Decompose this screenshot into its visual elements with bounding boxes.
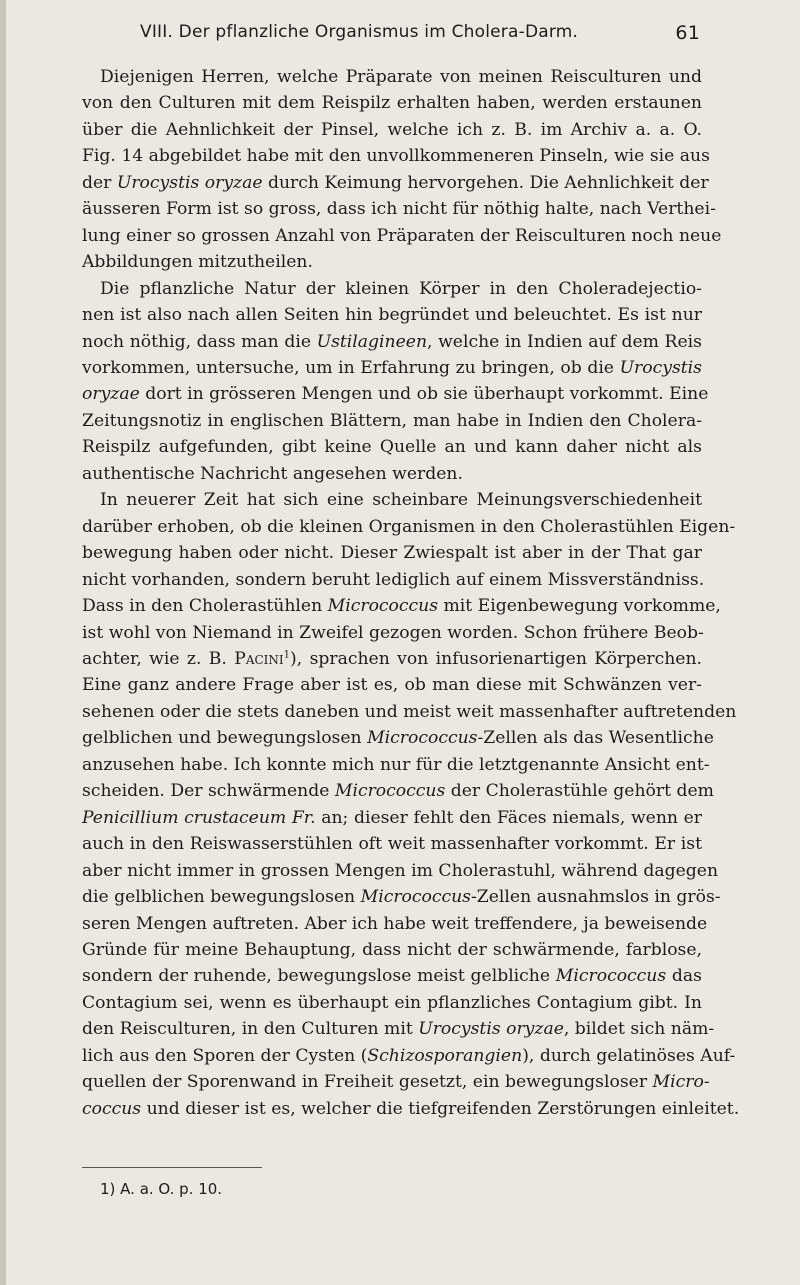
text-line: den Reisculturen, in den Culturen mit Urocystis oryzae, bildet sich näm- [82,1019,715,1040]
running-header [140,22,700,42]
text-line: quellen der Sporenwand in Freiheit gesetzt, ein bewegungsloser Micro- [82,1072,710,1093]
text-line: darüber erhoben, ob die kleinen Organismen in den Cholerastühlen Eigen- [82,516,736,537]
page-number: 61 [675,22,700,44]
text-line: authentische Nachricht angesehen werden. [82,463,463,484]
text-line: Fig. 14 abgebildet habe mit den unvollkommeneren Pinseln, wie sie aus [82,146,710,167]
text-line: Penicillium crustaceum Fr. an; dieser fehlt den Fäces niemals, wenn er [82,807,702,828]
text-line: Gründe für meine Behauptung, dass nicht der schwärmende, farblose, [82,939,702,960]
text-line: sehenen oder die stets daneben und meist weit massenhafter auftretenden [82,701,737,722]
text-line: Eine ganz andere Frage aber ist es, ob man diese mit Schwänzen ver- [82,675,702,696]
text-line: über die Aehnlichkeit der Pinsel, welche ich z. B. im Archiv a. a. O. [82,119,702,140]
text-line: nicht vorhanden, sondern beruht lediglich auf einem Missverständniss. [82,569,705,590]
text-line: lung einer so grossen Anzahl von Präparaten der Reisculturen noch neue [82,225,722,246]
text-line: anzusehen habe. Ich konnte mich nur für die letztgenannte Ansicht ent- [82,754,710,775]
text-line: auch in den Reiswasserstühlen oft weit massenhafter vorkommt. Er ist [82,834,702,855]
text-line: seren Mengen auftreten. Aber ich habe weit treffendere, ja beweisende [82,913,708,934]
page-edge-shadow [0,0,6,1285]
text-line: der Urocystis oryzae durch Keimung hervorgehen. Die Aehnlichkeit der [82,172,709,193]
text-line: Zeitungsnotiz in englischen Blättern, man habe in Indien den Cholera- [82,410,702,431]
text-line: Die pflanzliche Natur der kleinen Körper in den Choleradejectio- [100,278,702,299]
text-line: lich aus den Sporen der Cysten (Schizosporangien), durch gelatinöses Auf- [82,1045,736,1066]
text-line: Diejenigen Herren, welche Präparate von meinen Reisculturen und [100,67,702,87]
text-line: die gelblichen bewegungslosen Micrococcus-Zellen ausnahmslos in grös- [82,887,721,908]
running-title: VIII. Der pflanzliche Organismus im Cholera-Darm. [140,22,579,42]
text-line: ist wohl von Niemand in Zweifel gezogen worden. Schon frühere Beob- [82,622,704,643]
text-line: coccus und dieser ist es, welcher die tiefgreifenden Zerstörungen einleitet. [82,1098,740,1119]
text-line: In neuerer Zeit hat sich eine scheinbare Meinungsverschiedenheit [100,490,702,511]
text-line: noch nöthig, dass man die Ustilagineen, welche in Indien auf dem Reis [82,331,702,352]
text-line: nen ist also nach allen Seiten hin begründet und beleuchtet. Es ist nur [82,305,702,326]
text-line: Abbildungen mitzutheilen. [82,252,313,273]
body-text [82,64,740,1122]
text-line: vorkommen, untersuche, um in Erfahrung zu bringen, ob die Urocystis [82,357,702,378]
footnote-rule [82,1167,262,1168]
footnote: 1) A. a. O. p. 10. [100,1180,223,1198]
text-line: aber nicht immer in grossen Mengen im Cholerastuhl, während dagegen [82,860,719,881]
text-line: äusseren Form ist so gross, dass ich nicht für nöthig halte, nach Verthei- [82,199,716,220]
text-line: von den Culturen mit dem Reispilz erhalten haben, werden erstaunen [82,93,702,114]
text-line: Dass in den Cholerastühlen Micrococcus mit Eigenbewegung vorkomme, [82,596,721,617]
text-line: scheiden. Der schwärmende Micrococcus der Cholerastühle gehört dem [82,781,714,802]
text-line: Reispilz aufgefunden, gibt keine Quelle an und kann daher nicht als [82,437,702,458]
text-line: bewegung haben oder nicht. Dieser Zwiespalt ist aber in der That gar [82,543,702,564]
text-line: sondern der ruhende, bewegungslose meist gelbliche Micrococcus das [82,966,702,987]
text-line: oryzae dort in grösseren Mengen und ob sie überhaupt vorkommt. Eine [82,384,709,405]
text-line: gelblichen und bewegungslosen Micrococcus-Zellen als das Wesentliche [82,728,714,749]
text-line: Contagium sei, wenn es überhaupt ein pflanzliches Contagium gibt. In [82,992,702,1013]
text-line: achter, wie z. B. Pacini$^1$), sprachen von infusorienartigen Körperchen. [82,648,702,669]
